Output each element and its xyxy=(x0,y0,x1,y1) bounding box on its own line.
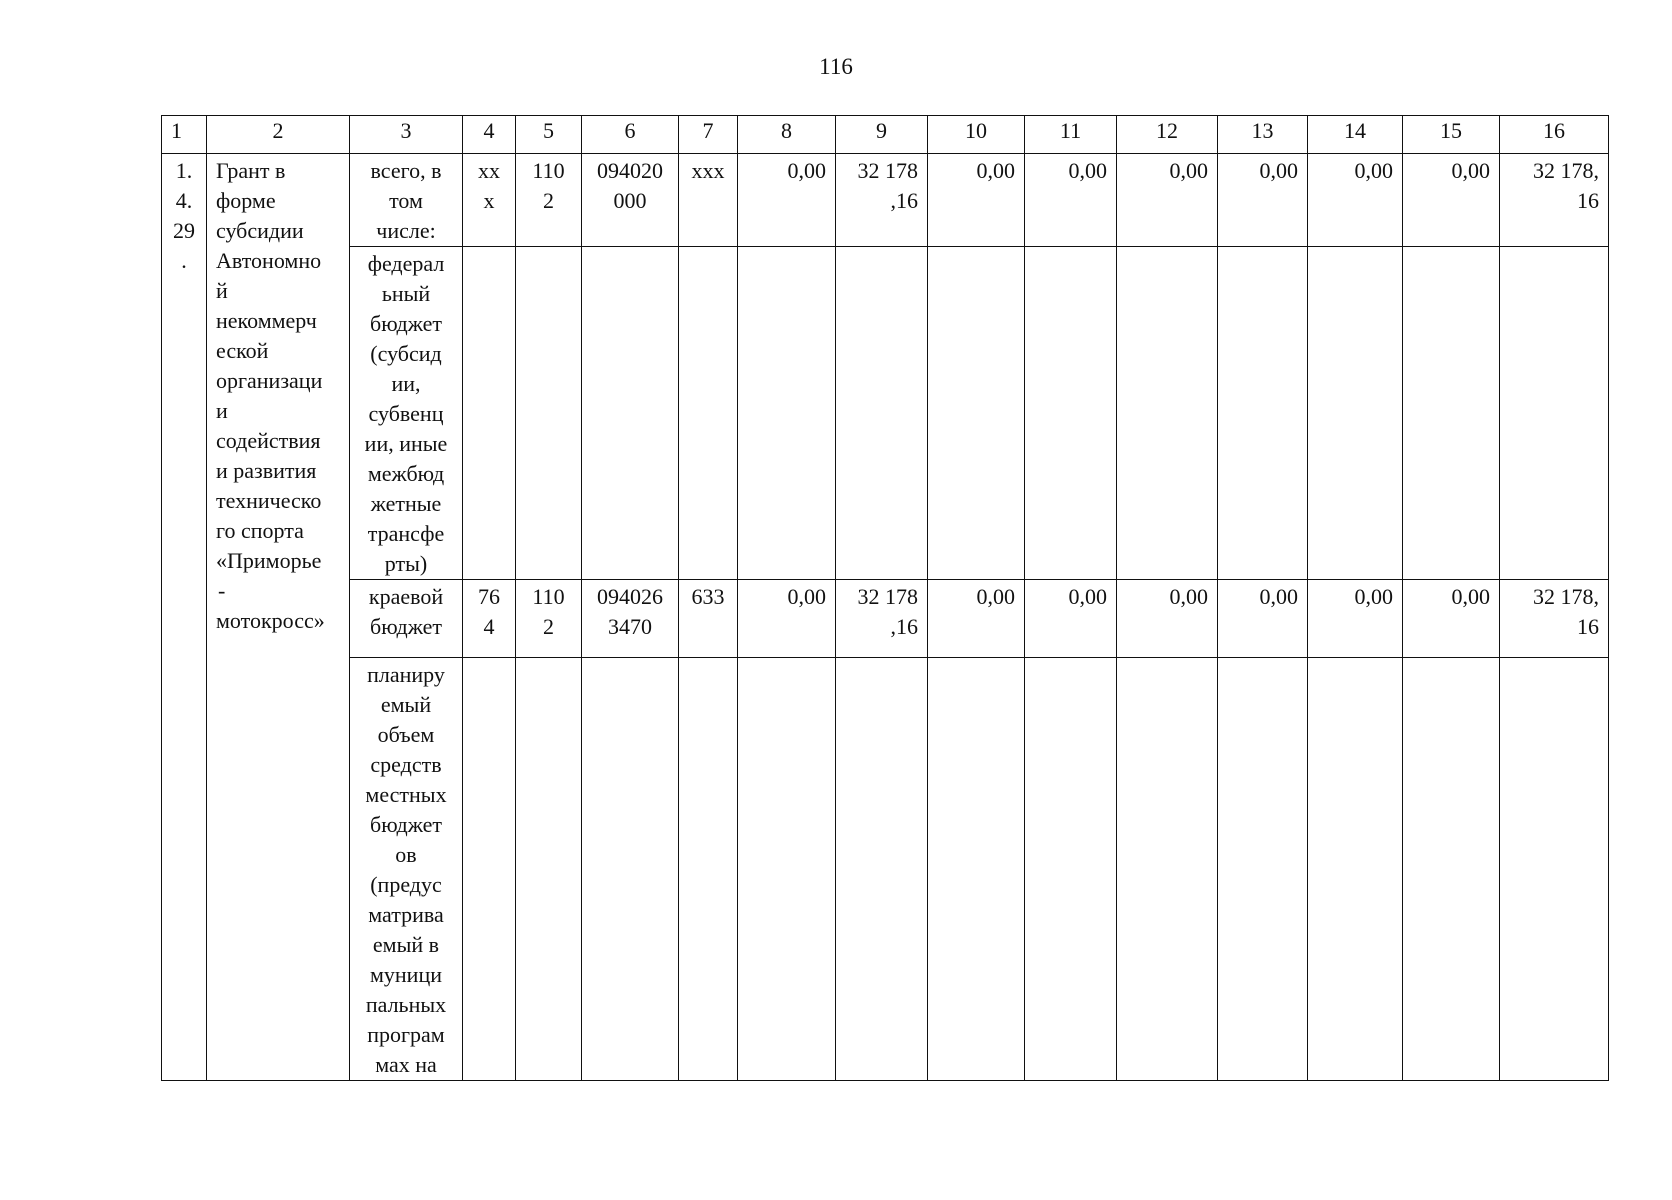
table-cell xyxy=(1308,658,1403,1081)
column-header: 12 xyxy=(1117,116,1218,154)
table-cell: 0,00 xyxy=(1308,580,1403,658)
column-header: 15 xyxy=(1403,116,1500,154)
table-cell xyxy=(463,247,516,580)
table-cell xyxy=(1218,658,1308,1081)
table-cell: 094020 000 xyxy=(582,154,679,247)
table-cell xyxy=(1403,247,1500,580)
page-number: 116 xyxy=(819,54,853,79)
table-cell xyxy=(1500,658,1609,1081)
table-cell: 0,00 xyxy=(1218,154,1308,247)
column-header: 11 xyxy=(1025,116,1117,154)
table-cell xyxy=(928,247,1025,580)
table-cell: 32 178, 16 xyxy=(1500,580,1609,658)
column-header: 13 xyxy=(1218,116,1308,154)
table-cell: 0,00 xyxy=(928,580,1025,658)
table-row xyxy=(162,247,1609,580)
funding-source-cell: планиру емый объем средств местных бюджет ов (предус матрива емый в муници пальных програм мах на xyxy=(350,658,463,1081)
table-cell xyxy=(1025,247,1117,580)
column-header: 3 xyxy=(350,116,463,154)
table-cell xyxy=(1025,658,1117,1081)
budget-table xyxy=(161,115,1609,1081)
table-cell: 0,00 xyxy=(1025,154,1117,247)
table-cell: 0,00 xyxy=(1218,580,1308,658)
table-cell: 0,00 xyxy=(1117,580,1218,658)
table-cell: 0,00 xyxy=(1308,154,1403,247)
table-cell: 0,00 xyxy=(1025,580,1117,658)
table-cell: 32 178 ,16 xyxy=(836,154,928,247)
column-header: 5 xyxy=(516,116,582,154)
table-cell: 0,00 xyxy=(1117,154,1218,247)
column-header: 7 xyxy=(679,116,738,154)
table-cell: 110 2 xyxy=(516,154,582,247)
table-cell xyxy=(1308,247,1403,580)
table-cell xyxy=(928,658,1025,1081)
table-cell: 76 4 xyxy=(463,580,516,658)
table-cell xyxy=(738,247,836,580)
table-cell xyxy=(582,247,679,580)
column-header: 2 xyxy=(207,116,350,154)
column-header: 8 xyxy=(738,116,836,154)
table-cell: 094026 3470 xyxy=(582,580,679,658)
table-cell xyxy=(738,658,836,1081)
column-header: 10 xyxy=(928,116,1025,154)
row-name-cell: Грант в форме субсидии Автономно й некоммерч еской организаци и содействия и развития техническо го спорта «Приморье - мотокросс» xyxy=(207,154,350,1081)
table-cell xyxy=(1500,247,1609,580)
table-cell xyxy=(679,658,738,1081)
table-cell xyxy=(582,658,679,1081)
table-cell: 0,00 xyxy=(738,154,836,247)
table-cell xyxy=(679,247,738,580)
table-row xyxy=(162,154,1609,247)
table-cell xyxy=(836,658,928,1081)
table-cell: 0,00 xyxy=(1403,580,1500,658)
table-row xyxy=(162,580,1609,658)
table-cell xyxy=(516,658,582,1081)
row-number-cell: 1. 4. 29 . xyxy=(162,154,207,1081)
column-header: 9 xyxy=(836,116,928,154)
table-row xyxy=(162,658,1609,1081)
funding-source-cell: федерал ьный бюджет (субсид ии, субвенц ии, иные межбюд жетные трансфе рты) xyxy=(350,247,463,580)
table-cell xyxy=(516,247,582,580)
table-cell xyxy=(1117,658,1218,1081)
funding-source-cell: всего, в том числе: xyxy=(350,154,463,247)
table-cell: 110 2 xyxy=(516,580,582,658)
table-cell: 32 178 ,16 xyxy=(836,580,928,658)
column-header: 16 xyxy=(1500,116,1609,154)
funding-source-cell: краевой бюджет xyxy=(350,580,463,658)
table-cell xyxy=(836,247,928,580)
table-cell xyxy=(463,658,516,1081)
column-header-row xyxy=(162,116,1609,154)
table-cell: 0,00 xyxy=(928,154,1025,247)
table-cell xyxy=(1117,247,1218,580)
table-cell: ххх xyxy=(679,154,738,247)
table-cell xyxy=(1218,247,1308,580)
column-header: 6 xyxy=(582,116,679,154)
table-cell: хх х xyxy=(463,154,516,247)
table-cell: 0,00 xyxy=(1403,154,1500,247)
column-header: 1 xyxy=(162,116,207,154)
column-header: 14 xyxy=(1308,116,1403,154)
table-cell: 633 xyxy=(679,580,738,658)
table-cell: 0,00 xyxy=(738,580,836,658)
table-cell xyxy=(1403,658,1500,1081)
table-cell: 32 178, 16 xyxy=(1500,154,1609,247)
column-header: 4 xyxy=(463,116,516,154)
